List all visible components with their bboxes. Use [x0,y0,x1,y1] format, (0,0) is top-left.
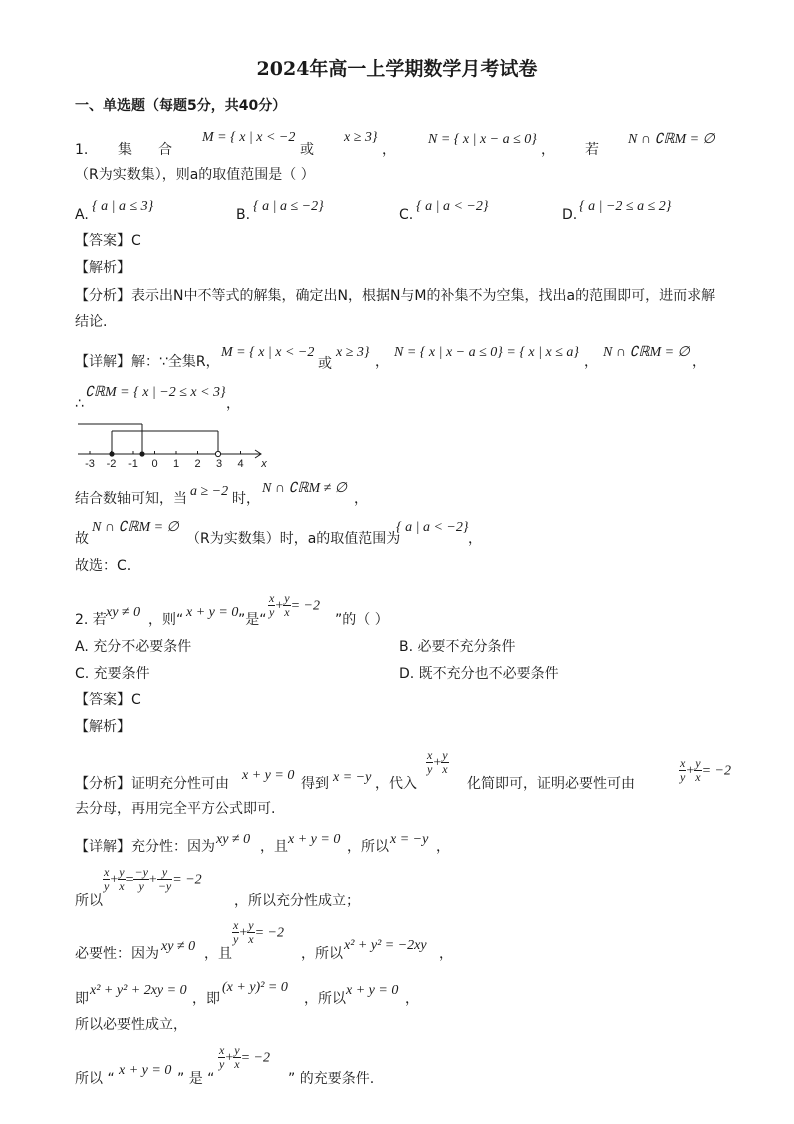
q1-complement-set: ∁ℝM = { x | −2 ≤ x < 3} [85,385,226,400]
q2-detail-2b: ，所以充分性成立； [234,893,360,909]
q2-fenxi-c: ，代入 [375,776,417,792]
q2-analysis-label: 【解析】 [75,719,131,735]
q2-is: ”是“ [238,612,267,628]
q1-option-d: { a | −2 ≤ a ≤ 2} [579,199,672,214]
fenxi-label: 【分析】 [75,288,131,304]
q2-detail-4a: 即 [75,991,89,1007]
detail-text: 解：∵全集R， [131,354,220,370]
answer-label: 【答案】 [75,692,131,708]
fraction-y-over-negy: $\frac{y}{-y}$ [157,865,172,893]
q1-choice: 故选：C. [75,558,132,574]
fraction-y-over-x: $\frac{y}{x}$ [234,1043,240,1071]
q1-detail-comma: ， [375,354,389,370]
q2-fenxi-frac: $\frac{x}{y}$ + $\frac{y}{x}$ [427,748,448,776]
q2-detail-6m: x + y = 0 [119,1063,172,1078]
point-minus0-5-closed [139,451,144,456]
q1-condition: N ∩ ∁ℝM = ∅ [628,132,715,147]
fraction-y-over-x: $\frac{y}{x}$ [248,918,254,946]
q2-detail-m3: x = −y [390,832,429,847]
q2-detail-4d: ， [405,991,419,1007]
section-heading: 一、单选题（每题5分，共40分） [75,98,287,114]
axis-tick-label: -2 [106,458,117,470]
q2-detail-4c: ，所以 [304,991,346,1007]
q1-detail2-end: ， [226,396,240,412]
fenxi-label: 【分析】 [75,776,131,792]
q2-detail-3d: ， [439,946,453,962]
q1-option-c-label: C. [399,207,414,223]
q2-answer [75,691,141,709]
q1-word-ji: 集 [118,142,132,158]
q2-fenxi-d: 化简即可，证明必要性可由 [467,776,635,792]
q2-detail-4m1: x² + y² + 2xy = 0 [90,983,187,998]
q1-conclusion-c: ， [354,491,368,507]
fraction-negy-over-y: $\frac{-y}{y}$ [134,865,148,893]
q2-then: ，则“ [148,612,184,628]
q2-number: 2. 若 [75,612,107,628]
q1-ruo: 若 [585,142,599,158]
number-line-diagram [75,414,275,472]
q1-final-c: ， [468,531,482,547]
q1-final-set: { a | a < −2} [396,520,469,535]
q2-detail-4m2: (x + y)² = 0 [222,980,288,995]
q2-detail-6a: 所以 “ [75,1071,115,1087]
fraction-y-over-x: $\frac{y}{x}$ [119,865,125,893]
fraction-x-over-y: $\frac{x}{y}$ [427,748,433,776]
q1-detail-set-m2: x ≥ 3} [336,345,370,360]
q2-fenxi-m1: x + y = 0 [242,768,295,783]
q1-set-m2: x ≥ 3} [344,130,378,145]
q1-word-he: 合 [158,142,172,158]
fraction-x-over-y: $\frac{x}{y}$ [219,1043,225,1071]
q2-detail-1d: ， [436,839,450,855]
q2-option-c: C. 充要条件 [75,666,150,682]
q1-analysis-label: 【解析】 [75,260,131,276]
answer-label: 【答案】 [75,233,131,249]
detail-label: 【详解】 [75,839,131,855]
axis-tick-label: -1 [128,458,138,470]
q1-answer [75,232,141,250]
q2-detail-3m2: x² + y² = −2xy [344,938,427,953]
q1-detail-set-n: N = { x | x − a ≤ 0} = { x | x ≤ a} [394,345,579,360]
q2-detail-3m1: xy ≠ 0 [161,939,196,954]
q1-option-c: { a | a < −2} [416,199,489,214]
q2-detail-3c: ，所以 [301,946,343,962]
q1-conclusion-a: 结合数轴可知，当 [75,491,187,507]
axis-tick-label: -3 [85,458,95,470]
q2-detail-3-expr: $\frac{x}{y}$ + $\frac{y}{x}$ = −2 [233,918,284,946]
q2-detail-4m3: x + y = 0 [346,983,399,998]
q1-conclusion-cond: N ∩ ∁ℝM ≠ ∅ [262,481,347,496]
fenxi-text: 表示出N中不等式的解集，确定出N，根据N与M的补集不为空集，找出a的范围即可，进而求解 [131,288,716,304]
q2-fenxi-a: 【分析】证明充分性可由 [75,776,229,792]
q2-detail-2a: 所以 [75,893,103,909]
q1-fenxi-line2: 结论. [75,314,108,330]
q1-prompt: （R为实数集），则a的取值范围是（ ） [75,167,315,183]
q1-set-m: M = { x | x < −2 [202,130,296,145]
q1-option-b-label: B. [236,207,251,223]
q1-final-a: 故 [75,531,89,547]
q1-set-n: N = { x | x − a ≤ 0} [428,132,537,147]
therefore-symbol: ∴ [75,396,84,412]
point-minus2-closed [109,451,114,456]
q2-detail-1c: ，所以 [347,839,389,855]
q1-detail-end: ， [692,354,706,370]
q2-detail-2-expr: $\frac{x}{y}$ + $\frac{y}{x}$ = $\frac{-y}{y}$ + $\frac{y}{-y}$ = −2 [104,865,202,893]
q2-option-a: A. 充分不必要条件 [75,639,192,655]
q1-comma2: ， [541,142,555,158]
q1-option-d-label: D. [562,207,578,223]
point-3-open [215,451,220,456]
q2-fenxi-line2: 去分母，再用完全平方公式即可. [75,801,276,817]
q1-final-cond: N ∩ ∁ℝM = ∅ [92,520,179,535]
q2-fenxi-b: 得到 [301,776,329,792]
q1-conclusion-b: 时， [232,491,260,507]
axis-tick-label: x [261,458,267,470]
q2-detail-m2: x + y = 0 [288,832,341,847]
q1-comma1: ， [382,142,396,158]
q1-detail-comma2: ， [584,354,598,370]
q2-tail: ”的（ ） [335,612,389,628]
axis-tick-label: 2 [194,458,201,470]
q2-detail-3b: ，且 [204,946,232,962]
q1-option-a-label: A. [75,207,89,223]
axis-tick-label: 3 [215,458,223,470]
axis-tick-label: 0 [151,458,158,470]
q1-conclusion-ineq: a ≥ −2 [190,484,229,499]
q2-sum-zero: x + y = 0 [186,605,239,620]
fraction-x-over-y: $\frac{x}{y}$ [680,756,686,784]
axis-tick-label: 4 [237,458,244,470]
q2-detail-1b: ，且 [260,839,288,855]
axis-tick-labels [85,458,267,470]
q2-detail-m1: xy ≠ 0 [216,832,251,847]
q2-detail-6c: ” 的充要条件. [288,1071,375,1087]
q2-detail-6b: ” 是 “ [177,1071,215,1087]
q1-or: 或 [300,142,314,158]
q1-detail-line1 [75,353,220,371]
q2-detail-6-expr: $\frac{x}{y}$ + $\frac{y}{x}$ = −2 [219,1043,270,1071]
q1-final-b: （R为实数集）时，a的取值范围为 [186,531,401,547]
fraction-y-over-x: $\frac{y}{x}$ [442,748,448,776]
q1-fenxi [75,287,715,305]
detail-label: 【详解】 [75,354,131,370]
axis-tick-label: 1 [172,458,180,470]
q2-detail-4b: ，即 [192,991,220,1007]
fraction-x-over-y: $\frac{x}{y}$ [104,865,110,893]
q1-detail-or: 或 [318,356,332,372]
q1-number: 1. [75,142,89,158]
q2-fenxi-frac2: $\frac{x}{y}$ + $\frac{y}{x}$ = −2 [680,756,731,784]
fraction-y-over-x: $\frac{y}{x}$ [284,591,290,619]
answer-value: C [131,233,141,249]
q2-frac-expr: $\frac{x}{y}$ + $\frac{y}{x}$ = −2 [269,591,320,619]
q2-detail-3a: 必要性：因为 [75,946,159,962]
q1-option-a: { a | a ≤ 3} [92,199,154,214]
fraction-y-over-x: $\frac{y}{x}$ [695,756,701,784]
q2-option-b: B. 必要不充分条件 [399,639,516,655]
q1-detail-condition: N ∩ ∁ℝM = ∅ [603,345,690,360]
q2-xy-ne-0: xy ≠ 0 [106,605,141,620]
q2-detail-1a: 【详解】充分性：因为 [75,839,215,855]
q1-option-b: { a | a ≤ −2} [253,199,324,214]
fraction-x-over-y: $\frac{x}{y}$ [269,591,275,619]
answer-value: C [131,692,141,708]
q1-detail-set-m: M = { x | x < −2 [221,345,315,360]
page-title: 2024年高一上学期数学月考试卷 [256,58,538,80]
fraction-x-over-y: $\frac{x}{y}$ [233,918,239,946]
q2-detail-5: 所以必要性成立， [75,1017,187,1033]
q2-option-d: D. 既不充分也不必要条件 [399,666,559,682]
q2-fenxi-m2: x = −y [333,770,372,785]
